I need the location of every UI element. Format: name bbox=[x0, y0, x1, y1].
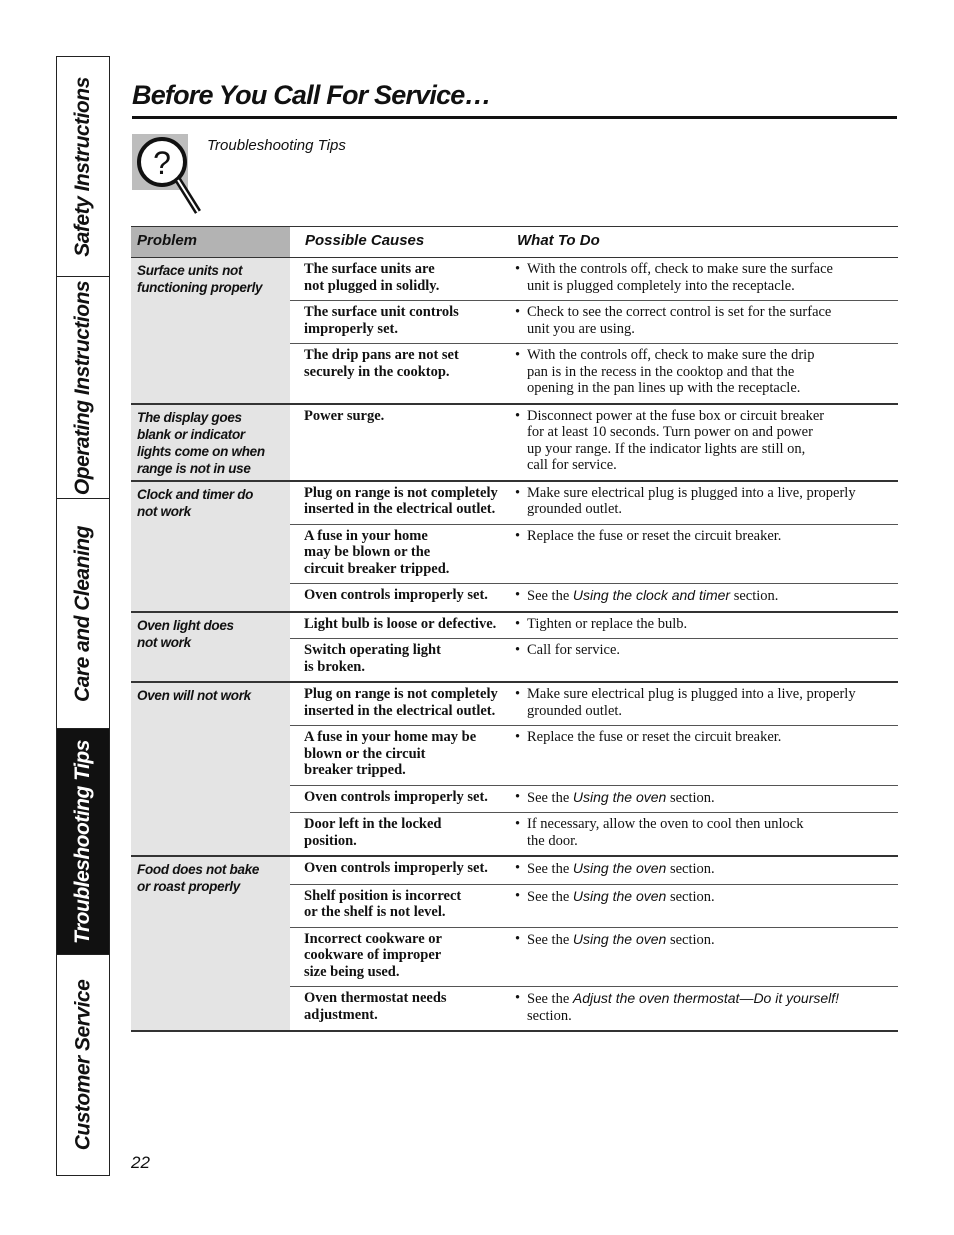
what-to-do-text bbox=[527, 789, 715, 807]
bullet-icon: • bbox=[515, 788, 521, 805]
bullet-icon: • bbox=[515, 407, 521, 424]
what-to-do bbox=[504, 642, 898, 675]
question-mark-magnifier-icon bbox=[132, 134, 212, 218]
section-reference: Using the clock and timer bbox=[572, 587, 731, 603]
problem-label: Food does not bake or roast properly bbox=[131, 857, 290, 1030]
header-possible-causes: Possible Causes bbox=[305, 232, 425, 249]
what-to-do-text: Replace the fuse or reset the circuit breaker. bbox=[527, 729, 782, 745]
what-to-do bbox=[504, 347, 898, 397]
what-to-do-suffix: section. bbox=[666, 888, 715, 905]
what-to-do-prefix: See the bbox=[527, 991, 573, 1007]
bullet-icon: • bbox=[515, 686, 521, 702]
what-to-do bbox=[504, 616, 898, 633]
section-reference: Using the oven bbox=[572, 930, 667, 947]
problem-group bbox=[131, 258, 898, 405]
table-row bbox=[290, 885, 898, 928]
what-to-do bbox=[504, 888, 898, 921]
what-to-do-text: With the controls off, check to make sure the surface unit is plugged completely into the receptacle. bbox=[527, 261, 833, 294]
section-reference: Using the oven bbox=[572, 860, 667, 876]
side-tab-bar bbox=[56, 56, 110, 1176]
table-row bbox=[290, 639, 898, 681]
bullet-icon: • bbox=[515, 860, 521, 876]
bullet-icon: • bbox=[515, 816, 521, 832]
cause-rows bbox=[290, 405, 898, 480]
table-row bbox=[290, 683, 898, 726]
bullet-icon: • bbox=[515, 587, 521, 603]
tab-care-and-cleaning[interactable] bbox=[57, 499, 109, 729]
problem-label: Surface units not functioning properly bbox=[131, 258, 290, 403]
what-to-do-text: With the controls off, check to make sure the drip pan is in the recess in the cooktop and that the opening in the pan lines up with the receptacle. bbox=[527, 347, 815, 396]
bullet-icon: • bbox=[515, 930, 521, 947]
what-to-do bbox=[504, 789, 898, 807]
possible-cause: Switch operating light is broken. bbox=[304, 642, 441, 675]
what-to-do-text: If necessary, allow the oven to cool then unlock the door. bbox=[527, 816, 804, 849]
what-to-do bbox=[504, 686, 898, 719]
page-title: Before You Call For Service… bbox=[132, 80, 491, 110]
table-row bbox=[290, 584, 898, 611]
section-reference: Using the oven bbox=[572, 887, 667, 904]
table-header bbox=[131, 226, 898, 258]
what-to-do-prefix: See the bbox=[527, 888, 573, 905]
table-row bbox=[290, 987, 898, 1030]
what-to-do bbox=[504, 408, 898, 474]
table-row bbox=[290, 786, 898, 814]
what-to-do bbox=[504, 587, 898, 605]
what-to-do bbox=[504, 261, 898, 294]
problem-group bbox=[131, 857, 898, 1032]
problem-group bbox=[131, 683, 898, 857]
what-to-do-text: Check to see the correct control is set for the surface unit you are using. bbox=[527, 304, 832, 337]
what-to-do-prefix: See the bbox=[527, 588, 573, 604]
table-row bbox=[290, 726, 898, 786]
possible-cause: Oven thermostat needs adjustment. bbox=[304, 990, 447, 1023]
table-row bbox=[290, 928, 898, 988]
table-row bbox=[290, 482, 898, 525]
possible-cause: A fuse in your home may be blown or the circuit breaker tripped. bbox=[304, 527, 450, 577]
possible-cause: Incorrect cookware or cookware of improper size being used. bbox=[304, 930, 442, 980]
what-to-do-prefix: See the bbox=[527, 861, 573, 877]
possible-cause: The drip pans are not set securely in the cooktop. bbox=[304, 347, 459, 380]
table-row bbox=[290, 813, 898, 855]
what-to-do bbox=[504, 816, 898, 849]
what-to-do bbox=[504, 528, 898, 578]
problem-group bbox=[131, 482, 898, 613]
table-row bbox=[290, 301, 898, 344]
bullet-icon: • bbox=[515, 729, 521, 745]
possible-cause: Oven controls improperly set. bbox=[304, 788, 488, 805]
tab-customer-service[interactable] bbox=[57, 955, 109, 1175]
bullet-icon: • bbox=[515, 304, 521, 320]
what-to-do bbox=[504, 990, 898, 1024]
tab-label: Safety Instructions bbox=[71, 76, 95, 257]
problem-group bbox=[131, 613, 898, 684]
table-row bbox=[290, 613, 898, 640]
table-row bbox=[290, 405, 898, 480]
what-to-do-text bbox=[527, 990, 839, 1024]
table-row bbox=[290, 525, 898, 585]
what-to-do bbox=[504, 485, 898, 518]
cause-rows bbox=[290, 683, 898, 855]
possible-cause: Oven controls improperly set. bbox=[304, 587, 488, 603]
section-subtitle: Troubleshooting Tips bbox=[207, 137, 346, 154]
header-problem: Problem bbox=[137, 232, 198, 249]
possible-cause: The surface unit controls improperly set. bbox=[304, 304, 459, 337]
what-to-do-text: Disconnect power at the fuse box or circuit breaker for at least 10 seconds. Turn power on and power up your range. If the indicator lights are still on, call for service. bbox=[527, 407, 825, 473]
problem-label: Oven will not work bbox=[131, 683, 290, 855]
possible-cause: Door left in the locked position. bbox=[304, 816, 442, 849]
what-to-do-suffix: section. bbox=[666, 861, 715, 877]
what-to-do bbox=[504, 931, 898, 981]
what-to-do-text: Tighten or replace the bulb. bbox=[527, 615, 688, 632]
what-to-do-suffix: section. bbox=[730, 588, 779, 604]
what-to-do-text: Make sure electrical plug is plugged into a live, properly grounded outlet. bbox=[527, 686, 856, 719]
cause-rows bbox=[290, 258, 898, 403]
what-to-do-prefix: See the bbox=[527, 789, 573, 806]
what-to-do-text bbox=[527, 931, 715, 981]
what-to-do-suffix: section. bbox=[666, 789, 715, 806]
cause-rows bbox=[290, 857, 898, 1030]
header-what-to-do: What To Do bbox=[517, 232, 600, 249]
possible-cause: The surface units are not plugged in solidly. bbox=[304, 261, 440, 294]
possible-cause: Plug on range is not completely inserted in the electrical outlet. bbox=[304, 686, 498, 719]
what-to-do-text bbox=[527, 860, 715, 878]
problem-group bbox=[131, 405, 898, 482]
possible-cause: Power surge. bbox=[304, 407, 385, 424]
what-to-do-text: Make sure electrical plug is plugged into a live, properly grounded outlet. bbox=[527, 484, 856, 517]
problem-label: The display goes blank or indicator lights come on when range is not in use bbox=[131, 405, 290, 480]
what-to-do-text: Call for service. bbox=[527, 642, 621, 658]
tab-safety-instructions[interactable] bbox=[57, 57, 109, 277]
page-number: 22 bbox=[131, 1153, 150, 1172]
what-to-do-prefix: See the bbox=[527, 931, 573, 948]
table-row bbox=[290, 344, 898, 403]
tab-label: Care and Cleaning bbox=[71, 525, 95, 702]
bullet-icon: • bbox=[515, 990, 521, 1006]
what-to-do-suffix: section. bbox=[666, 931, 715, 948]
possible-cause: Light bulb is loose or defective. bbox=[304, 615, 497, 632]
bullet-icon: • bbox=[515, 484, 521, 501]
what-to-do-text: Replace the fuse or reset the circuit breaker. bbox=[527, 527, 782, 544]
what-to-do-text bbox=[527, 888, 715, 921]
bullet-icon: • bbox=[515, 347, 521, 363]
cause-rows bbox=[290, 482, 898, 611]
section-reference: Using the oven bbox=[572, 788, 667, 805]
section-reference: Adjust the oven thermostat—Do it yourself! bbox=[572, 990, 840, 1006]
tab-label: Operating Instructions bbox=[71, 280, 94, 495]
what-to-do bbox=[504, 729, 898, 779]
tab-label: Troubleshooting Tips bbox=[71, 739, 95, 944]
problem-label: Clock and timer do not work bbox=[131, 482, 290, 611]
troubleshooting-table bbox=[131, 226, 898, 1032]
bullet-icon: • bbox=[515, 527, 521, 544]
tab-troubleshooting-tips[interactable] bbox=[57, 729, 109, 955]
what-to-do-suffix: section. bbox=[527, 1007, 572, 1024]
table-body bbox=[131, 258, 898, 1032]
what-to-do bbox=[504, 860, 898, 878]
what-to-do bbox=[504, 304, 898, 337]
cause-rows bbox=[290, 613, 898, 682]
svg-text:?: ? bbox=[153, 145, 171, 181]
bullet-icon: • bbox=[515, 261, 521, 277]
bullet-icon: • bbox=[515, 887, 521, 904]
title-rule bbox=[132, 116, 897, 119]
tab-operating-instructions[interactable] bbox=[57, 277, 109, 499]
bullet-icon: • bbox=[515, 642, 521, 658]
bullet-icon: • bbox=[515, 615, 521, 632]
possible-cause: A fuse in your home may be blown or the circuit breaker tripped. bbox=[304, 729, 477, 778]
table-row bbox=[290, 258, 898, 301]
possible-cause: Shelf position is incorrect or the shelf is not level. bbox=[304, 887, 462, 920]
problem-label: Oven light does not work bbox=[131, 613, 290, 682]
table-row bbox=[290, 857, 898, 885]
possible-cause: Plug on range is not completely inserted in the electrical outlet. bbox=[304, 484, 498, 517]
tab-label: Customer Service bbox=[71, 979, 94, 1151]
possible-cause: Oven controls improperly set. bbox=[304, 860, 488, 876]
what-to-do-text bbox=[527, 587, 778, 605]
